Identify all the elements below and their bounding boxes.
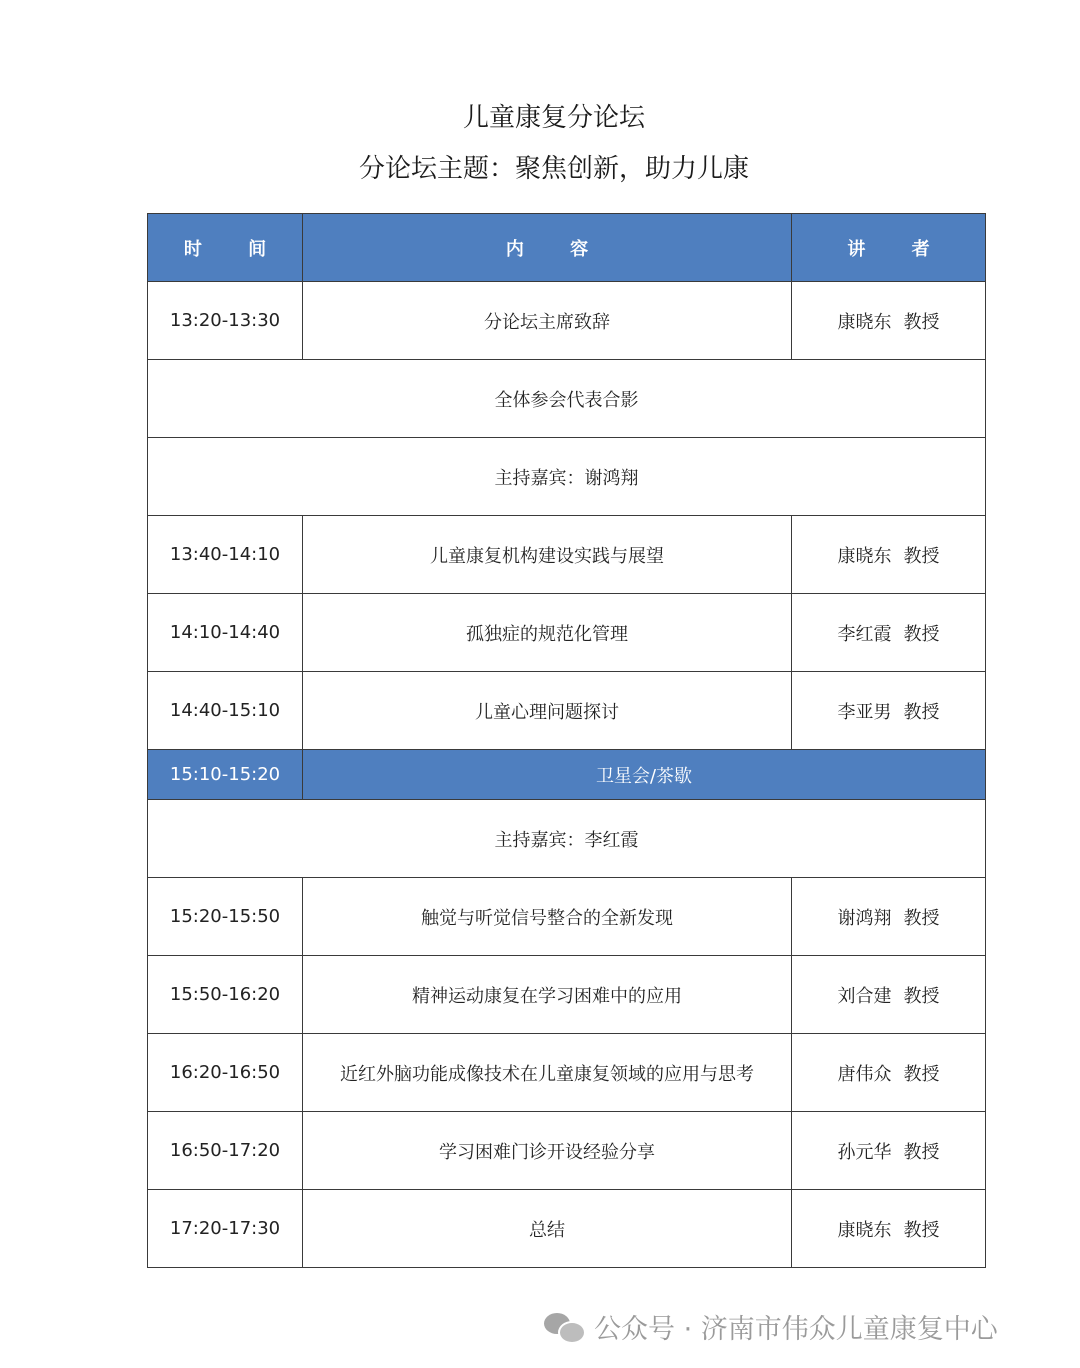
table-row xyxy=(148,672,986,750)
host-cell: 主持嘉宾：李红霞 xyxy=(148,800,986,878)
break-content-cell: 卫星会/茶歇 xyxy=(303,750,986,800)
table-row xyxy=(148,360,986,438)
time-cell: 16:50-17:20 xyxy=(148,1112,303,1190)
speaker-cell: 唐伟众 教授 xyxy=(792,1034,986,1112)
time-cell: 17:20-17:30 xyxy=(148,1190,303,1268)
table-row xyxy=(148,800,986,878)
table-header-row xyxy=(148,214,986,282)
speaker-cell: 康晓东 教授 xyxy=(792,1190,986,1268)
wechat-icon xyxy=(544,1311,584,1341)
table-row xyxy=(148,282,986,360)
watermark-text: 公众号 · 济南市伟众儿童康复中心 xyxy=(594,1313,998,1345)
content-cell: 触觉与听觉信号整合的全新发现 xyxy=(303,878,792,956)
content-cell: 分论坛主席致辞 xyxy=(303,282,792,360)
page-subtitle: 分论坛主题：聚焦创新，助力儿康 xyxy=(358,154,749,184)
speaker-cell: 康晓东 教授 xyxy=(792,516,986,594)
time-cell: 14:10-14:40 xyxy=(148,594,303,672)
time-cell: 16:20-16:50 xyxy=(148,1034,303,1112)
time-cell: 15:50-16:20 xyxy=(148,956,303,1034)
time-cell: 13:20-13:30 xyxy=(148,282,303,360)
speaker-cell: 谢鸿翔 教授 xyxy=(792,878,986,956)
content-cell: 学习困难门诊开设经验分享 xyxy=(303,1112,792,1190)
time-cell: 13:40-14:10 xyxy=(148,516,303,594)
table-row xyxy=(148,1112,986,1190)
table-row xyxy=(148,594,986,672)
speaker-cell: 李红霞 教授 xyxy=(792,594,986,672)
page-title: 儿童康复分论坛 xyxy=(462,103,645,133)
full-width-cell: 全体参会代表合影 xyxy=(148,360,986,438)
header-content: 内 容 xyxy=(303,214,792,282)
time-cell: 14:40-15:10 xyxy=(148,672,303,750)
table-row xyxy=(148,878,986,956)
speaker-cell: 康晓东 教授 xyxy=(792,282,986,360)
schedule-table xyxy=(147,213,986,1268)
table-row xyxy=(148,516,986,594)
table-row xyxy=(148,956,986,1034)
break-time-cell: 15:10-15:20 xyxy=(148,750,303,800)
content-cell: 孤独症的规范化管理 xyxy=(303,594,792,672)
watermark xyxy=(544,1309,998,1343)
content-cell: 近红外脑功能成像技术在儿童康复领域的应用与思考 xyxy=(303,1034,792,1112)
header-speaker: 讲 者 xyxy=(792,214,986,282)
header-time: 时 间 xyxy=(148,214,303,282)
speaker-cell: 孙元华 教授 xyxy=(792,1112,986,1190)
speaker-cell: 李亚男 教授 xyxy=(792,672,986,750)
table-row xyxy=(148,438,986,516)
speaker-cell: 刘合建 教授 xyxy=(792,956,986,1034)
content-cell: 儿童康复机构建设实践与展望 xyxy=(303,516,792,594)
table-row xyxy=(148,1034,986,1112)
break-row xyxy=(148,750,986,800)
content-cell: 精神运动康复在学习困难中的应用 xyxy=(303,956,792,1034)
host-cell: 主持嘉宾：谢鸿翔 xyxy=(148,438,986,516)
table-row xyxy=(148,1190,986,1268)
time-cell: 15:20-15:50 xyxy=(148,878,303,956)
content-cell: 儿童心理问题探讨 xyxy=(303,672,792,750)
content-cell: 总结 xyxy=(303,1190,792,1268)
